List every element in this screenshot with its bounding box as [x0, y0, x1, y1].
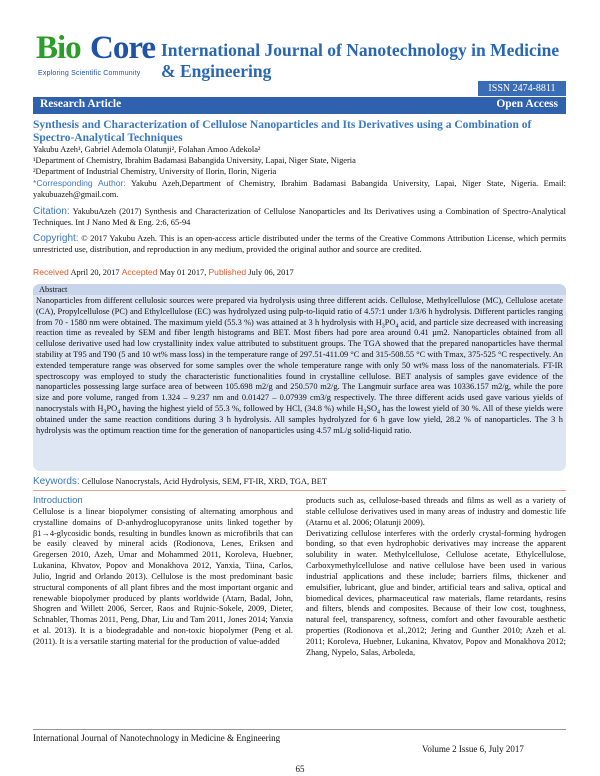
copyright-label: Copyright:: [33, 233, 79, 244]
abstract-part-3: having the highest yield of 55.3 %, followed by HCl, (34.8 %) while H: [120, 403, 364, 413]
abstract-part-2: acid, and particle size decreased with increasing reaction time as revealed by SEM and fiber length histograms and BET. Most fibers had pore area around 0.41 µm2. Nanoparticles obtained from all cellulose derivative used had low crystallinity index value attributed to substituent groups. The TGA showed that the prepared nanoparticles have thermal stability at T95 and T90 (5 and 10 wt% mass loss) in the temperature range of 297.51-411.09 °C and 315-508.55 °C with Tmax, 375-525 °C respectively. An extended temperature range was observed for some samples over the whole temperature range with only 50 wt% mass loss of the nanomaterials. FT-IR spectroscopy was employed to study the characteristic functionalities found in crystalline cellulose. BET analysis of samples gave evidence of the nanoparticles possessing large surface area of between 105.698 m2/g and 250.570 m2/g. The Langmuir surface area was 10336.157 m2/g, while the pore size and pore volume, ranged from 1.324 – 9.237 nm and 0.01427 – 0.07939 cm3/g respectively. The three different acids used gave various yields of nanocrystals with H: [36, 317, 563, 413]
abstract-part-4: has the lowest yield of 30 %. All of these yields were obtained under the same reaction conditions during 3 h hydrolysis. All samples hydrolyzed for 6 h gave low yield, 28.2 % of nanoparticles. The 3 h hydrolysis was the optimum reaction time for the generation of nanoparticles using 4.57 mL/g solid-liquid ratio.: [36, 403, 563, 435]
biocore-logo: [36, 30, 166, 82]
abstract-sub: 4: [117, 409, 121, 416]
abstract-part-po: PO: [384, 317, 396, 327]
body-column-left: [33, 496, 293, 648]
intro-heading: Introduction: [33, 495, 83, 506]
corresponding-author: [33, 178, 566, 200]
citation-text: YakubuAzeh (2017) Synthesis and Characterization of Cellulose Nanoparticles and Its Derivatives using a Combination of Spectro-Analytical Techniques. Int J Nano Med & Eng. 2:6, 65-94: [33, 207, 566, 227]
keywords: [33, 476, 566, 487]
abstract-sub: 3: [103, 409, 107, 416]
abstract-sub: 4: [377, 409, 381, 416]
copyright-text: © 2017 Yakubu Azeh. This is an open-access article distributed under the terms of the Creative Commons Attribution License, which permits unrestricted use, distribution, and reproduction in any medium, provided the original author and source are credited.: [33, 234, 566, 254]
corresponding-label: *Corresponding Author:: [33, 178, 126, 188]
abstract-heading: Abstract: [33, 284, 566, 295]
copyright: [33, 233, 566, 255]
intro-text: Cellulose is a linear biopolymer consisting of alternating amorphous and crystalline domains of D-anhydroglucopyranose units linked together by β1→4-glycosidic bonds, resulting in bundles known as microfibrils that can be easily cleaved by mineral acids (Rodionova, Lenes, Eriksen and Gregersen 2010, Azeh, Umar and Mohammed 2011, Koroleva, Huebner, Lukanina, Khvatov, Popov and Monakhova 2012, Yanxia, Tiina, Carlos, Julio, Ingrid and Orlando 2013). Cellulose is the most predominant basic structural components of all plant fibres and the most important organic and renewable biopolymer produced by plants worldwide (Atarn, Badal, John, Shogren and Willett 2006, Sercer, Raos and Rujnic-Sokele, 2009, Dieter, Schnabler, Thomas 2011, Peng, Dhar, Liu and Tam 2011, Jones 2014; Yanxia et al. 2013). It is a biodegradable and non-toxic biopolymer (Peng et al. (2011). It is a versatile starting material for the production of value-added: [33, 506, 293, 646]
abstract-sub: 3: [381, 323, 385, 330]
footer-journal: International Journal of Nanotechnology in Medicine & Engineering: [33, 733, 281, 743]
abstract-box: [33, 284, 566, 471]
affiliation-1: ¹Department of Chemistry, Ibrahim Badamasi Babangida University, Lapai, Niger State, Nigeria: [33, 156, 356, 165]
citation-label: Citation:: [33, 206, 70, 217]
abstract-part-so: SO: [366, 403, 378, 413]
abstract-sub: 2: [363, 409, 367, 416]
footer-volume: Volume 2 Issue 6, July 2017: [422, 744, 524, 754]
received-date: April 20, 2017: [68, 268, 122, 277]
published-label: Published: [208, 267, 247, 277]
logo-word-bio: Bio: [36, 30, 81, 66]
authors: Yakubu Azeh¹, Gabriel Ademola Olatunji², Folahan Amoo Adekola²: [33, 145, 261, 154]
citation: [33, 206, 566, 228]
logo-tagline: Exploring Scientific Community: [38, 70, 141, 77]
affiliation-2: ²Department of Industrial Chemistry, University of Ilorin, Ilorin, Nigeria: [33, 167, 277, 176]
intro-text-continued: products such as, cellulose-based threads and films as well as a variety of stable cellulose derivatives used in many areas of industry and domestic life (Atarnu et al. 2006; Olatunji 2009).: [306, 496, 566, 527]
keywords-text: Cellulose Nanocrystals, Acid Hydrolysis, SEM, FT-IR, XRD, TGA, BET: [79, 477, 327, 486]
keywords-divider: [33, 490, 566, 491]
received-label: Received: [33, 267, 69, 277]
derivatives-paragraph: Derivatizing cellulose interferes with the orderly crystal-forming hydrogen bonding, so that even hydrophobic derivatives may increase the apparent solubility in water. Methylcellulose, Cellulose acetate, Ethylcellulose, Carboxymethylcellulose and native cellulose have been used in various industrial applications and these include; barriers films, thickener and emulsifier, lubricant, glue and binder, artificial tears and saliva, optical and biomedical devices, pharmaceutical raw materials, flame retardants, resins and filters, blends and composites. Because of their low cost, toughness, natural feel, transparency, softness, comfort and other favourable aesthetic properties (Rodionova et al.,2012; Jering and Gunther 2010; Azeh et al. 2011; Koroleva, Huebner, Lukanina, Khvatov, Popov and Monakhova 2012; Zhang, Nypelo, Salas, Arboleda,: [306, 528, 566, 657]
published-date: July 06, 2017: [246, 268, 294, 277]
abstract-part-po: PO: [106, 403, 118, 413]
abstract-text: [36, 296, 563, 436]
keywords-label: Keywords:: [33, 476, 80, 487]
open-access-label[interactable]: Open Access: [496, 98, 558, 110]
abstract-sub: 4: [395, 323, 399, 330]
corresponding-text[interactable]: Yakubu Azeh,Department of Chemistry, Ibrahim Badamasi Babangida University, Lapai, Niger State, Nigeria. Email: yakubuazeh@gmail.com.: [33, 179, 566, 199]
page-number: 65: [295, 764, 305, 774]
footer-rule: [33, 729, 566, 730]
journal-title: International Journal of Nanotechnology in Medicine & Engineering: [161, 40, 560, 81]
paper-title: Synthesis and Characterization of Cellulose Nanoparticles and Its Derivatives using a Combination of Spectro-Analytical Techniques: [33, 119, 532, 144]
article-type-bar: [33, 97, 566, 114]
article-type-label: Research Article: [40, 98, 122, 110]
accepted-date: May 01 2017,: [157, 268, 209, 277]
abstract-part-1: Nanoparticles from different cellulosic sources were prepared via hydrolysis using three different acids. Cellulose, Methylcellulose (MC), Cellulose acetate (CA), Propylcellulose (PC) and Ethylcellulose (EC) was hydrolyzed using pulp-to-liquid ratio of 4.57:1 under 1/3/6 h hydrolysis. Different particles ranging from 70 - 1580 nm were obtained. The maximum yield (55.3 %) was attained at 3 h hydrolysis with H: [36, 296, 563, 327]
body-column-right: [306, 496, 566, 659]
issn-badge: ISSN 2474-8811: [478, 81, 566, 96]
dates: [33, 267, 566, 278]
logo-word-core: Core: [90, 30, 156, 66]
accepted-label: Accepted: [121, 267, 158, 277]
